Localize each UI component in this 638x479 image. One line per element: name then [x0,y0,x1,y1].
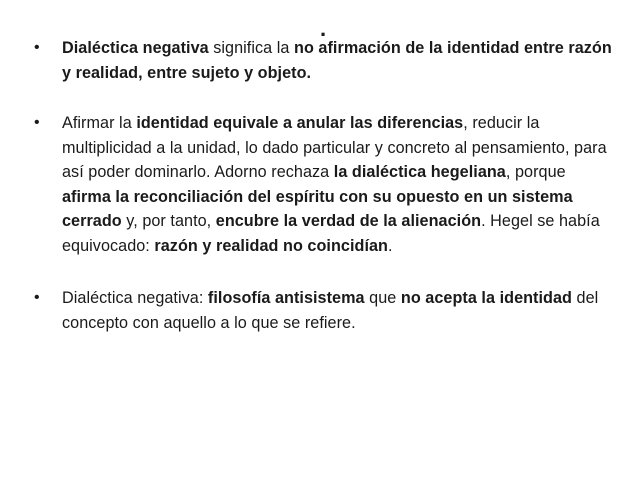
text-segment: , porque [505,163,566,181]
text-segment: y, por tanto, [121,212,216,230]
text-segment: , reducir la multiplicidad a la unidad, lo dado particular y concreto al pensamiento, para así poder dominarlo. Adorno rechaza [62,114,607,181]
text-segment: significa la [208,39,294,57]
bullet-text [62,39,612,82]
bullet-text [62,289,598,332]
bullet-marker-icon: • [34,114,40,131]
text-segment-bold: filosofía antisistema [207,289,365,307]
text-segment-bold: razón y realidad no coincidían [154,236,388,255]
bullet-list [34,36,614,335]
text-segment: del concepto con aquello a lo que se refiere. [62,289,599,332]
text-segment-bold: identidad equivale a anular las diferencias [136,114,464,132]
bullet-item-1 [34,36,614,85]
text-segment: Dialéctica negativa: [62,289,208,307]
text-segment: Afirmar la [62,114,137,132]
text-segment-bold: encubre la verdad de la alienación [215,212,482,230]
text-segment-bold: afirma la reconciliación del espíritu con su opuesto en un sistema cerrado [62,187,573,230]
bullet-item-2 [34,111,614,258]
text-segment-bold: Dialéctica negativa [62,39,209,57]
bullet-marker-icon: • [34,289,40,306]
text-segment: . Hegel se había equivocado: [62,212,600,255]
text-segment: que [364,289,401,307]
text-segment-bold: no acepta la identidad [400,289,572,307]
bullet-item-3 [34,286,614,335]
text-segment-bold: no afirmación de la identidad entre razón y realidad, entre sujeto y objeto. [62,39,612,82]
bullet-marker-icon: • [34,39,40,56]
text-segment: . [387,236,393,255]
bullet-text [62,114,607,255]
stray-dot-mark: . [320,16,327,41]
text-segment-bold: la dialéctica hegeliana [333,163,506,181]
